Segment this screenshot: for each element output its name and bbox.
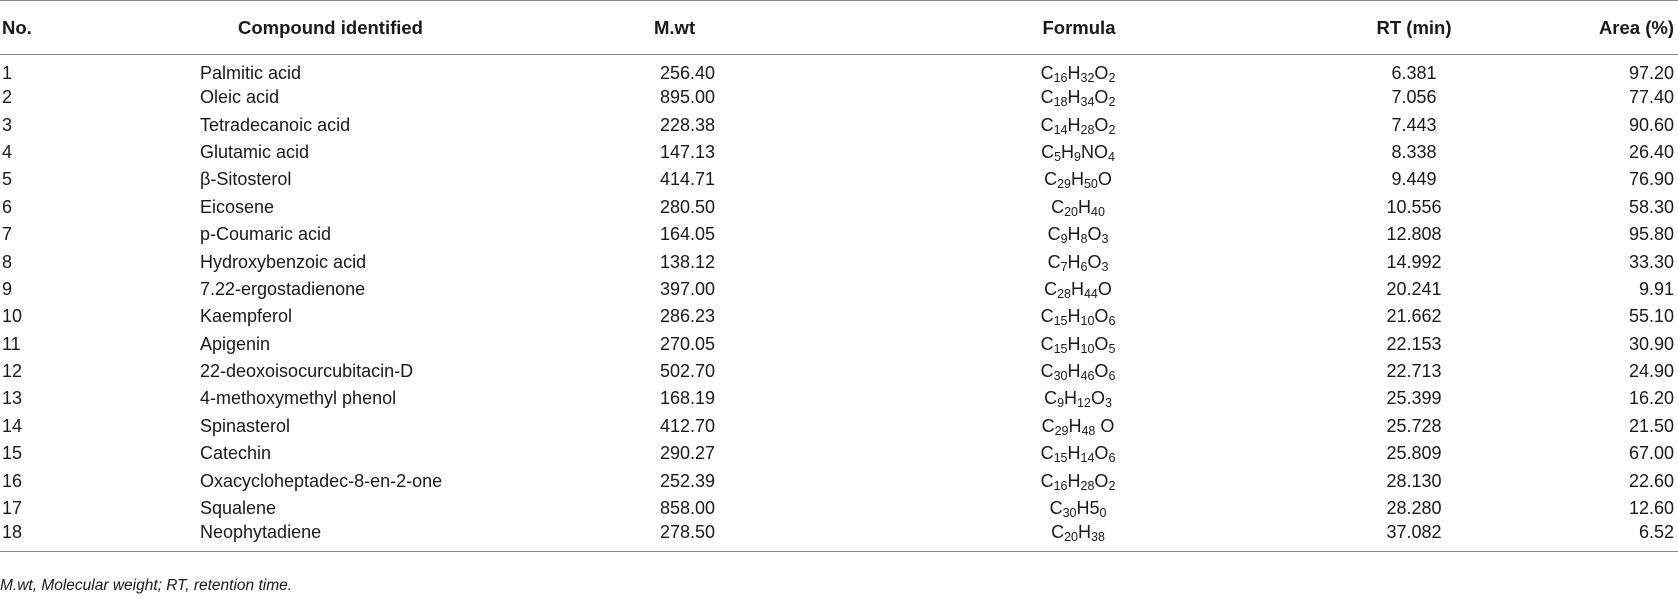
formula-subscript: 50 (1083, 177, 1098, 192)
formula-element: NO (1080, 141, 1108, 162)
cell-area: 58.30 (1628, 196, 1674, 217)
cell-formula (844, 111, 1264, 138)
cell-compound: β-Sitosterol (200, 169, 292, 190)
cell-compound: Glutamic acid (200, 141, 310, 162)
cell-no: 2 (2, 87, 13, 108)
cell-mwt: 228.38 (660, 114, 716, 135)
formula-element: C (1040, 114, 1054, 135)
cell-rt: 25.399 (1386, 388, 1442, 409)
cell-formula (844, 467, 1264, 494)
cell-formula (844, 331, 1264, 358)
formula-subscript: 6 (1108, 369, 1116, 384)
formula-element: O (1097, 278, 1112, 299)
cell-compound: Neophytadiene (192, 522, 568, 552)
formula-element: H (1067, 87, 1081, 108)
cell-formula (844, 55, 1264, 85)
cell-rt: 25.728 (1386, 415, 1442, 436)
cell-formula (844, 303, 1264, 330)
formula-element: C (1041, 415, 1055, 436)
formula-element: H (1067, 470, 1081, 491)
cell-no: 16 (2, 470, 23, 491)
cell-compound: Catechin (200, 443, 272, 464)
formula-subscript: 6 (1108, 451, 1116, 466)
cell-mwt: 414.71 (660, 169, 716, 190)
formula-element: O (1094, 306, 1109, 327)
formula-element: O (1097, 169, 1112, 190)
formula-element: H (1067, 251, 1081, 272)
formula-element: C (1040, 306, 1054, 327)
cell-rt: 37.082 (1264, 522, 1534, 552)
formula-element: C (1041, 141, 1055, 162)
formula-element: O (1094, 87, 1109, 108)
formula-subscript: 2 (1108, 95, 1116, 110)
formula-subscript: 14 (1053, 122, 1068, 137)
cell-area: 95.80 (1628, 224, 1674, 245)
header-no: No. (0, 1, 192, 55)
formula-subscript: 2 (1108, 478, 1116, 493)
cell-no: 14 (2, 415, 23, 436)
table-row (0, 248, 1678, 275)
cell-formula (844, 84, 1264, 111)
formula-element: C (1040, 87, 1054, 108)
formula-subscript: 4 (1107, 149, 1115, 164)
header-formula: Formula (844, 1, 1264, 55)
cell-rt: 9.449 (1391, 169, 1437, 190)
cell-area: 12.60 (1628, 498, 1674, 519)
formula-element: O (1087, 251, 1102, 272)
cell-rt: 7.056 (1391, 87, 1437, 108)
formula-subscript: 2 (1108, 122, 1116, 137)
formula-subscript: 3 (1101, 259, 1109, 274)
formula-element: H5 (1076, 498, 1100, 519)
cell-no: 4 (2, 141, 13, 162)
formula-subscript: 48 (1081, 423, 1096, 438)
cell-formula (844, 358, 1264, 385)
formula-subscript: 3 (1104, 396, 1112, 411)
cell-no: 12 (2, 361, 23, 382)
table-row (0, 276, 1678, 303)
formula-element: C (1040, 443, 1054, 464)
cell-no: 1 (2, 63, 13, 83)
formula-subscript: 34 (1080, 95, 1095, 110)
table-row (0, 55, 1678, 85)
header-compound: Compound identified (192, 1, 568, 55)
cell-no: 17 (2, 498, 23, 519)
cell-mwt: 290.27 (660, 443, 716, 464)
formula-element: H (1070, 278, 1084, 299)
formula-element: H (1068, 415, 1082, 436)
table-row (0, 440, 1678, 467)
formula-element: C (1049, 498, 1063, 519)
formula-element: C (1044, 169, 1058, 190)
cell-no: 3 (2, 114, 13, 135)
cell-mwt: 895.00 (660, 87, 716, 108)
formula-subscript: 28 (1080, 122, 1095, 137)
cell-formula (844, 522, 1264, 552)
cell-compound: 7.22-ergostadienone (200, 278, 366, 299)
cell-compound: Tetradecanoic acid (200, 114, 351, 135)
formula-subscript: 7 (1060, 259, 1068, 274)
formula-element: O (1087, 224, 1102, 245)
formula-subscript: 5 (1108, 341, 1116, 356)
cell-mwt: 280.50 (660, 196, 716, 217)
cell-compound: p-Coumaric acid (200, 224, 332, 245)
cell-rt: 20.241 (1386, 278, 1442, 299)
table-body (0, 55, 1678, 552)
cell-rt: 8.338 (1391, 141, 1437, 162)
cell-formula (844, 139, 1264, 166)
cell-no: 6 (2, 196, 13, 217)
cell-area: 97.20 (1628, 63, 1674, 83)
formula-element: C (1040, 470, 1054, 491)
cell-compound: Hydroxybenzoic acid (200, 251, 367, 272)
table-footnote: M.wt, Molecular weight; RT, retention time. (0, 577, 293, 594)
cell-no: 13 (2, 388, 23, 409)
formula-subscript: 9 (1074, 149, 1081, 164)
header-area: Area (%) (1534, 1, 1678, 55)
formula-element: H (1067, 63, 1081, 83)
formula-element: H (1070, 169, 1084, 190)
formula-subscript: 14 (1080, 451, 1095, 466)
formula-subscript: 12 (1077, 396, 1091, 411)
formula-subscript: 40 (1091, 204, 1105, 219)
formula-element: C (1040, 361, 1054, 382)
formula-subscript: 9 (1060, 232, 1068, 247)
cell-area: 24.90 (1628, 361, 1674, 382)
cell-rt: 22.153 (1386, 333, 1442, 354)
cell-rt: 28.280 (1386, 498, 1442, 519)
table-row (0, 139, 1678, 166)
formula-subscript: 20 (1064, 204, 1078, 219)
cell-compound: Palmitic acid (200, 63, 302, 83)
cell-no: 11 (2, 333, 21, 354)
cell-mwt: 278.50 (568, 522, 844, 552)
formula-element: H (1078, 196, 1091, 217)
cell-area: 30.90 (1628, 333, 1674, 354)
table-row (0, 358, 1678, 385)
formula-element: C (1051, 196, 1065, 217)
table-row (0, 166, 1678, 193)
cell-no: 8 (2, 251, 13, 272)
formula-subscript: 20 (1064, 530, 1078, 545)
cell-mwt: 164.05 (660, 224, 716, 245)
cell-formula (844, 413, 1264, 440)
formula-element: O (1094, 361, 1109, 382)
table-row (0, 413, 1678, 440)
formula-element: H (1078, 522, 1091, 543)
formula-subscript: 30 (1062, 506, 1077, 521)
cell-mwt: 412.70 (660, 415, 716, 436)
cell-area: 26.40 (1628, 141, 1674, 162)
formula-element: C (1047, 224, 1061, 245)
formula-element: C (1044, 278, 1058, 299)
formula-element: O (1094, 114, 1109, 135)
cell-area: 21.50 (1628, 415, 1674, 436)
formula-subscript: 29 (1057, 177, 1071, 192)
cell-rt: 6.381 (1391, 63, 1437, 83)
cell-mwt: 270.05 (660, 333, 716, 354)
formula-subscript: 18 (1053, 95, 1068, 110)
formula-element: C (1040, 63, 1054, 83)
formula-subscript: 5 (1054, 149, 1062, 164)
formula-element: H (1067, 224, 1081, 245)
cell-rt: 7.443 (1391, 114, 1437, 135)
formula-element: H (1067, 306, 1081, 327)
cell-mwt: 397.00 (660, 278, 716, 299)
cell-mwt: 168.19 (660, 388, 716, 409)
table-row (0, 84, 1678, 111)
cell-compound: Eicosene (200, 196, 275, 217)
formula-element: H (1064, 388, 1078, 409)
cell-formula (844, 440, 1264, 467)
cell-compound: 22-deoxoisocurcubitacin-D (200, 361, 414, 382)
formula-element: C (1040, 333, 1054, 354)
cell-rt: 28.130 (1386, 470, 1442, 491)
cell-mwt: 252.39 (660, 470, 716, 491)
formula-element: H (1067, 333, 1081, 354)
cell-mwt: 256.40 (660, 63, 716, 83)
formula-subscript: 6 (1108, 314, 1116, 329)
cell-formula (844, 166, 1264, 193)
formula-element: O (1094, 333, 1109, 354)
formula-subscript: 2 (1108, 71, 1116, 85)
formula-subscript: 29 (1054, 423, 1069, 438)
table-row (0, 303, 1678, 330)
cell-area: 67.00 (1628, 443, 1674, 464)
cell-compound: Oleic acid (200, 87, 280, 108)
cell-compound: Spinasterol (200, 415, 291, 436)
formula-subscript: 28 (1080, 478, 1095, 493)
cell-compound: Squalene (200, 498, 277, 519)
table-row (0, 467, 1678, 494)
cell-mwt: 138.12 (660, 251, 716, 272)
table-row (0, 331, 1678, 358)
cell-compound: Apigenin (200, 333, 271, 354)
formula-subscript: 6 (1080, 259, 1088, 274)
header-rt: RT (min) (1264, 1, 1534, 55)
table-row (0, 221, 1678, 248)
cell-rt: 22.713 (1386, 361, 1442, 382)
formula-subscript: 38 (1091, 530, 1105, 545)
formula-subscript: 9 (1057, 396, 1065, 411)
cell-no: 5 (2, 169, 13, 190)
formula-element: C (1051, 522, 1065, 543)
cell-rt: 14.992 (1386, 251, 1442, 272)
cell-area: 90.60 (1628, 114, 1674, 135)
formula-subscript: 10 (1080, 314, 1095, 329)
cell-area: 16.20 (1628, 388, 1674, 409)
cell-mwt: 502.70 (660, 361, 716, 382)
cell-formula (844, 221, 1264, 248)
cell-no: 7 (2, 224, 13, 245)
header-mwt: M.wt (568, 1, 844, 55)
table-row (0, 522, 1678, 552)
cell-rt: 12.808 (1386, 224, 1442, 245)
formula-subscript: 44 (1083, 286, 1098, 301)
formula-element: H (1067, 114, 1081, 135)
formula-subscript: 15 (1053, 451, 1068, 466)
cell-area: 6.52 (1534, 522, 1678, 552)
formula-element: C (1044, 388, 1058, 409)
cell-rt: 10.556 (1386, 196, 1442, 217)
cell-rt: 25.809 (1386, 443, 1442, 464)
cell-area: 55.10 (1628, 306, 1674, 327)
formula-element: O (1095, 415, 1115, 436)
table-row (0, 495, 1678, 522)
cell-formula (844, 385, 1264, 412)
formula-element: H (1067, 361, 1081, 382)
cell-compound: 4-methoxymethyl phenol (200, 388, 397, 409)
cell-formula (844, 248, 1264, 275)
cell-no: 15 (2, 443, 23, 464)
cell-mwt: 147.13 (660, 141, 716, 162)
formula-element: H (1067, 443, 1081, 464)
formula-subscript: 8 (1080, 232, 1088, 247)
formula-element: O (1094, 63, 1109, 83)
formula-subscript: 16 (1053, 478, 1068, 493)
table-row (0, 194, 1678, 221)
cell-mwt: 286.23 (660, 306, 716, 327)
formula-subscript: 32 (1080, 71, 1095, 85)
cell-area: 9.91 (1638, 278, 1674, 299)
formula-element: O (1090, 388, 1105, 409)
formula-element: O (1094, 443, 1109, 464)
cell-mwt: 858.00 (660, 498, 716, 519)
formula-subscript: 46 (1080, 369, 1095, 384)
cell-rt: 21.662 (1386, 306, 1442, 327)
cell-formula (844, 495, 1264, 522)
formula-subscript: 0 (1099, 506, 1107, 521)
cell-no: 9 (2, 278, 13, 299)
cell-no: 18 (0, 522, 192, 552)
table-header (0, 1, 1678, 55)
formula-element: C (1047, 251, 1061, 272)
cell-area: 76.90 (1628, 169, 1674, 190)
cell-area: 77.40 (1628, 87, 1674, 108)
formula-subscript: 30 (1053, 369, 1068, 384)
table-row (0, 111, 1678, 138)
formula-element: H (1061, 141, 1075, 162)
formula-subscript: 3 (1101, 232, 1109, 247)
cell-area: 22.60 (1628, 470, 1674, 491)
formula-subscript: 15 (1053, 341, 1068, 356)
table-row (0, 385, 1678, 412)
cell-compound: Oxacycloheptadec-8-en-2-one (200, 470, 443, 491)
header-row (0, 1, 1678, 55)
formula-subscript: 16 (1053, 71, 1068, 85)
formula-subscript: 15 (1053, 314, 1068, 329)
formula-element: O (1094, 470, 1109, 491)
cell-area: 33.30 (1628, 251, 1674, 272)
cell-formula (844, 194, 1264, 221)
formula-subscript: 28 (1057, 286, 1071, 301)
cell-formula (844, 276, 1264, 303)
cell-compound: Kaempferol (200, 306, 293, 327)
formula-subscript: 10 (1080, 341, 1095, 356)
cell-no: 10 (2, 306, 23, 327)
